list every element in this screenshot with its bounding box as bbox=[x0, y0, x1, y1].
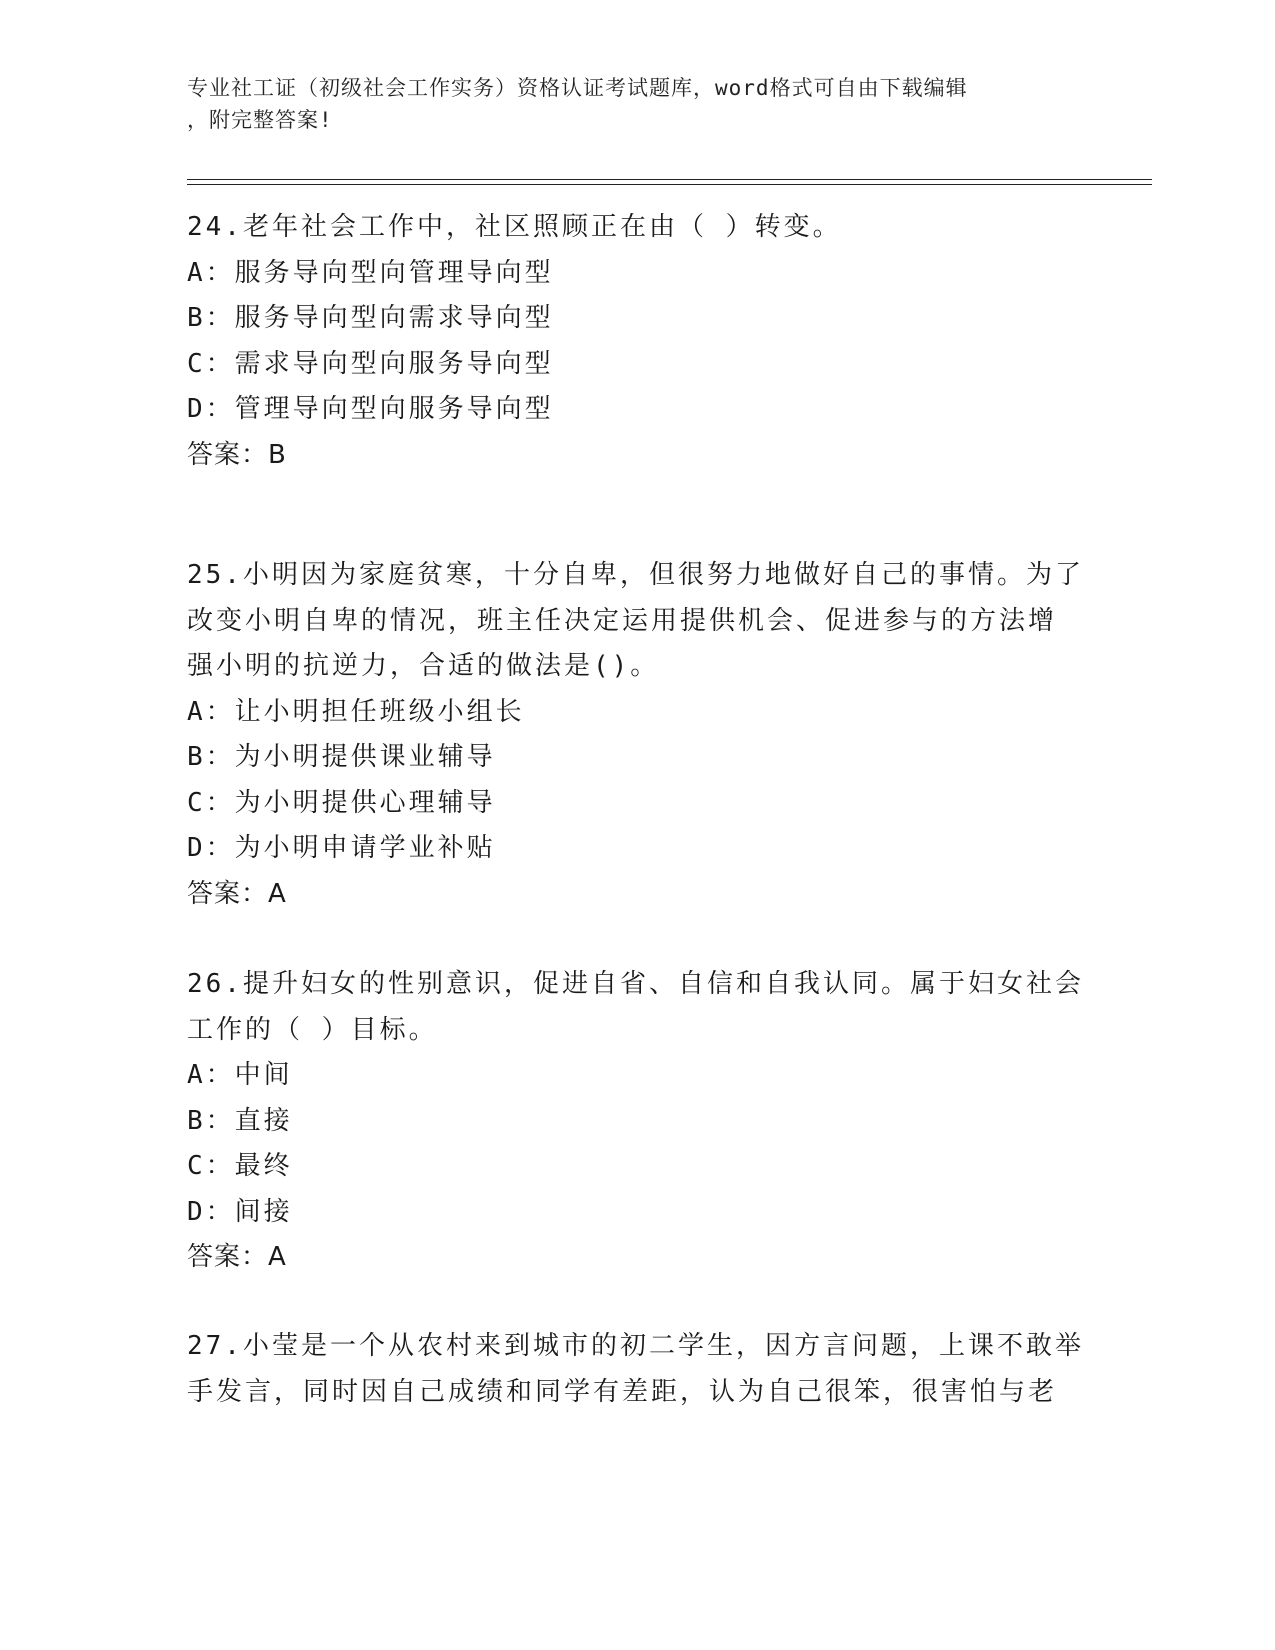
answer-label: 答案： bbox=[187, 878, 269, 909]
header-line-2: ，附完整答案! bbox=[187, 108, 333, 132]
option-d: D：间接 bbox=[187, 1196, 293, 1227]
option-a: A：中间 bbox=[187, 1060, 293, 1090]
question-stem-line: 25.小明因为家庭贫寒，十分自卑，但很努力地做好自己的事情。为了 bbox=[187, 560, 1084, 590]
option-c: C：最终 bbox=[187, 1151, 293, 1181]
answer-value: B bbox=[268, 439, 287, 470]
document-header bbox=[187, 72, 1087, 136]
answer-value: A bbox=[268, 1242, 287, 1272]
option-b: B：直接 bbox=[187, 1105, 293, 1136]
option-b: B：为小明提供课业辅导 bbox=[187, 742, 496, 772]
question-stem-line: 26.提升妇女的性别意识，促进自省、自信和自我认同。属于妇女社会 bbox=[187, 969, 1084, 999]
answer-label: 答案： bbox=[187, 1242, 269, 1272]
header-line-1: 专业社工证（初级社会工作实务）资格认证考试题库，word格式可自由下载编辑 bbox=[187, 76, 968, 100]
answer-label: 答案： bbox=[187, 439, 269, 470]
question-stem-line: 27.小莹是一个从农村来到城市的初二学生，因方言问题，上课不敢举 bbox=[187, 1331, 1084, 1361]
question-stem-line: 工作的（ ）目标。 bbox=[187, 1014, 438, 1045]
header-divider-bottom bbox=[187, 184, 1152, 185]
option-c: C：需求导向型向服务导向型 bbox=[187, 348, 554, 379]
answer-line bbox=[187, 1235, 1087, 1281]
option-a: A：服务导向型向管理导向型 bbox=[187, 257, 554, 288]
question-stem-line: 手发言，同时因自己成绩和同学有差距，认为自己很笨，很害怕与老 bbox=[187, 1376, 1058, 1407]
answer-line bbox=[187, 872, 1087, 918]
question-stem-line: 24.老年社会工作中，社区照顾正在由（ ）转变。 bbox=[187, 212, 842, 242]
answer-value: A bbox=[268, 878, 287, 909]
option-a: A：让小明担任班级小组长 bbox=[187, 696, 525, 727]
question-27 bbox=[187, 1324, 1087, 1415]
option-b: B：服务导向型向需求导向型 bbox=[187, 303, 554, 333]
question-25 bbox=[187, 553, 1087, 917]
answer-line bbox=[187, 433, 1087, 479]
question-stem-line: 改变小明自卑的情况，班主任决定运用提供机会、促进参与的方法增 bbox=[187, 605, 1058, 636]
question-24 bbox=[187, 205, 1087, 478]
option-c: C：为小明提供心理辅导 bbox=[187, 787, 496, 818]
header-divider-top bbox=[187, 179, 1152, 180]
question-26 bbox=[187, 962, 1087, 1281]
option-d: D：为小明申请学业补贴 bbox=[187, 833, 496, 863]
option-d: D：管理导向型向服务导向型 bbox=[187, 394, 554, 424]
question-stem-line: 强小明的抗逆力，合适的做法是()。 bbox=[187, 651, 660, 681]
